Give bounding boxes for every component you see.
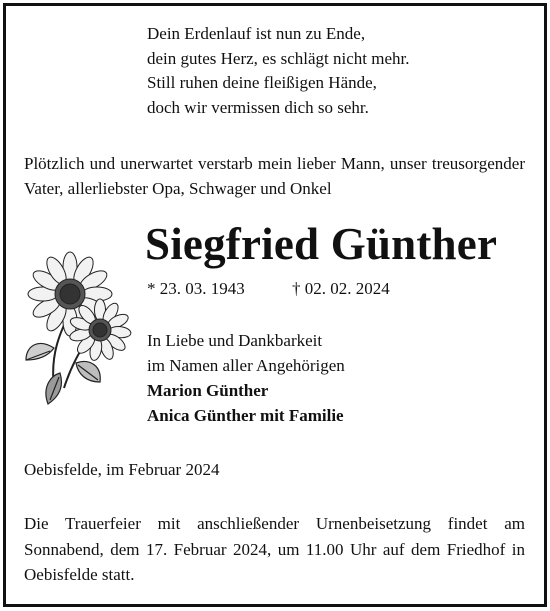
intro-text: Plötzlich und unerwartet verstarb mein lieber Mann, unser treusorgender Vater, allerliebster Opa, Schwager und Onkel (24, 154, 525, 198)
sunflower-icon (20, 238, 132, 410)
mourner-name: Marion Günther (147, 381, 269, 400)
birth-date: * 23. 03. 1943 (147, 279, 245, 298)
poem-line: doch wir vermissen dich so sehr. (147, 97, 369, 117)
place-date: Oebisfelde, im Februar 2024 (24, 460, 220, 479)
funeral-notice: Die Trauerfeier mit anschließender Urnenbeisetzung findet am Sonnabend, dem 17. Februar 2024, um 11.00 Uhr auf dem Friedhof in Oebisfelde statt. (24, 514, 525, 584)
mourner-name: Anica Günther mit Familie (147, 406, 344, 425)
poem-line: Still ruhen deine fleißigen Hände, (147, 73, 377, 92)
poem-line: dein gutes Herz, es schlägt nicht mehr. (147, 48, 410, 68)
mourners-block (147, 328, 345, 428)
life-dates (147, 278, 390, 300)
death-date: † 02. 02. 2024 (292, 279, 390, 298)
mourners-line: In Liebe und Dankbarkeit (147, 331, 323, 350)
deceased-name: Siegfried Günther (145, 219, 498, 269)
poem-line: Dein Erdenlauf ist nun zu Ende, (147, 24, 366, 43)
mourners-line: im Namen aller Angehörigen (147, 356, 345, 375)
poem (147, 22, 409, 120)
